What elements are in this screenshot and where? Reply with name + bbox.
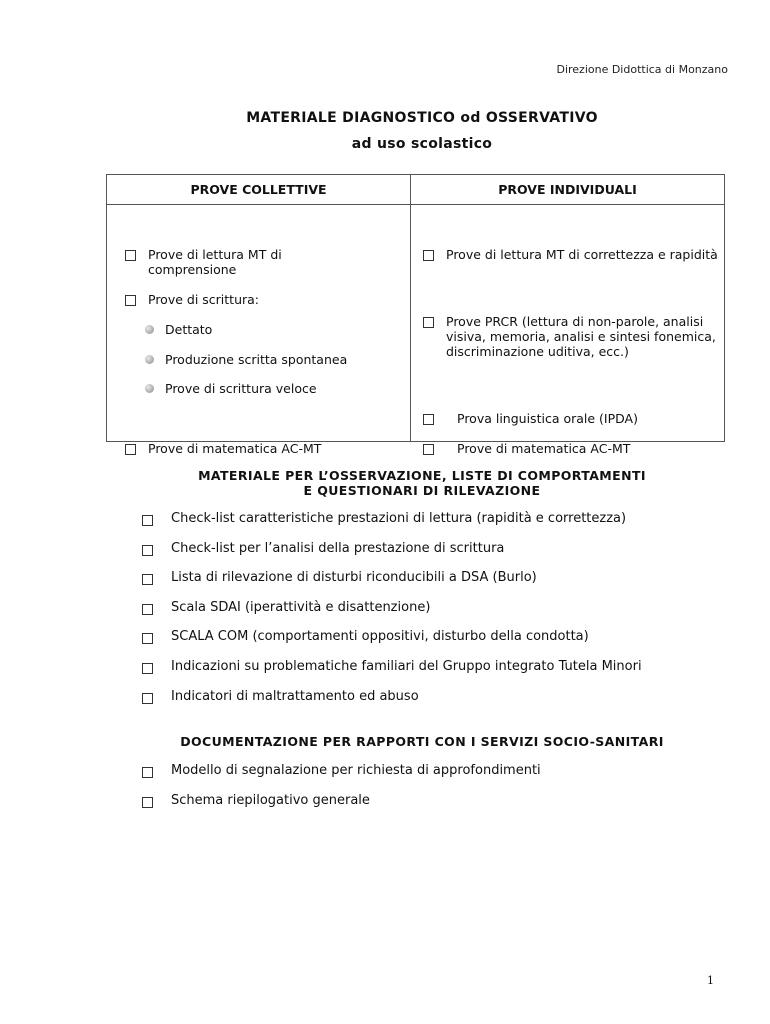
checkbox-square-icon	[142, 693, 153, 704]
list-item: Prove PRCR (lettura di non-parole, analisi visiva, memoria, analisi e sintesi fonemica, discriminazione uditiva, ecc.)	[423, 314, 723, 359]
checkbox-square-icon	[423, 250, 434, 261]
list-item: Check-list per l’analisi della prestazione di scrittura	[142, 541, 504, 557]
bullet-icon	[145, 384, 154, 393]
list-item: Schema riepilogativo generale	[142, 793, 370, 809]
checkbox-square-icon	[423, 444, 434, 455]
bullet-icon	[145, 325, 154, 334]
checkbox-square-icon	[142, 767, 153, 778]
list-item: Prove di lettura MT di correttezza e rapidità	[423, 247, 723, 262]
page-number: 1	[707, 974, 714, 987]
sub-list-item: Dettato	[145, 322, 212, 337]
checkbox-square-icon	[142, 515, 153, 526]
checkbox-square-icon	[142, 574, 153, 585]
checkbox-square-icon	[142, 663, 153, 674]
list-item: Lista di rilevazione di disturbi riconducibili a DSA (Burlo)	[142, 570, 537, 586]
list-item: Prove di matematica AC-MT	[423, 441, 630, 456]
checkbox-square-icon	[423, 317, 434, 328]
document-title: MATERIALE DIAGNOSTICO od OSSERVATIVO	[246, 110, 598, 126]
col-header-individuali: PROVE INDIVIDUALI	[411, 175, 725, 205]
list-item: Prove di lettura MT di comprensione	[125, 247, 325, 277]
list-item: Indicazioni su problematiche familiari del Gruppo integrato Tutela Minori	[142, 659, 642, 675]
checkbox-square-icon	[142, 797, 153, 808]
list-item: SCALA COM (comportamenti oppositivi, disturbo della condotta)	[142, 629, 589, 645]
list-item: Check-list caratteristiche prestazioni di lettura (rapidità e correttezza)	[142, 511, 626, 527]
col-header-collettive: PROVE COLLETTIVE	[107, 175, 411, 205]
institution-header: Direzione Didottica di Monzano	[556, 63, 728, 76]
list-item: Indicatori di maltrattamento ed abuso	[142, 689, 419, 705]
section-heading: E QUESTIONARI DI RILEVAZIONE	[303, 483, 541, 498]
section-heading: MATERIALE PER L’OSSERVAZIONE, LISTE DI COMPORTAMENTI	[198, 468, 646, 483]
cell-individuali	[411, 205, 725, 456]
bullet-icon	[145, 355, 154, 364]
list-item: Modello di segnalazione per richiesta di approfondimenti	[142, 763, 541, 779]
list-item: Scala SDAI (iperattività e disattenzione)	[142, 600, 430, 616]
checkbox-square-icon	[142, 633, 153, 644]
checkbox-square-icon	[142, 545, 153, 556]
sub-list-item: Prove di scrittura veloce	[145, 381, 317, 396]
checkbox-square-icon	[125, 295, 136, 306]
cell-collettive	[107, 205, 411, 456]
document-subtitle: ad uso scolastico	[351, 136, 493, 152]
checkbox-square-icon	[142, 604, 153, 615]
sub-list-item: Produzione scritta spontanea	[145, 352, 347, 367]
list-item: Prova linguistica orale (IPDA)	[423, 411, 638, 426]
list-item: Prove di scrittura:	[125, 292, 259, 307]
list-item: Prove di matematica AC-MT	[125, 441, 321, 456]
prove-table	[106, 174, 725, 456]
checkbox-square-icon	[125, 250, 136, 261]
checkbox-square-icon	[125, 444, 136, 455]
section-heading: DOCUMENTAZIONE PER RAPPORTI CON I SERVIZI SOCIO-SANITARI	[180, 734, 664, 749]
checkbox-square-icon	[423, 414, 434, 425]
